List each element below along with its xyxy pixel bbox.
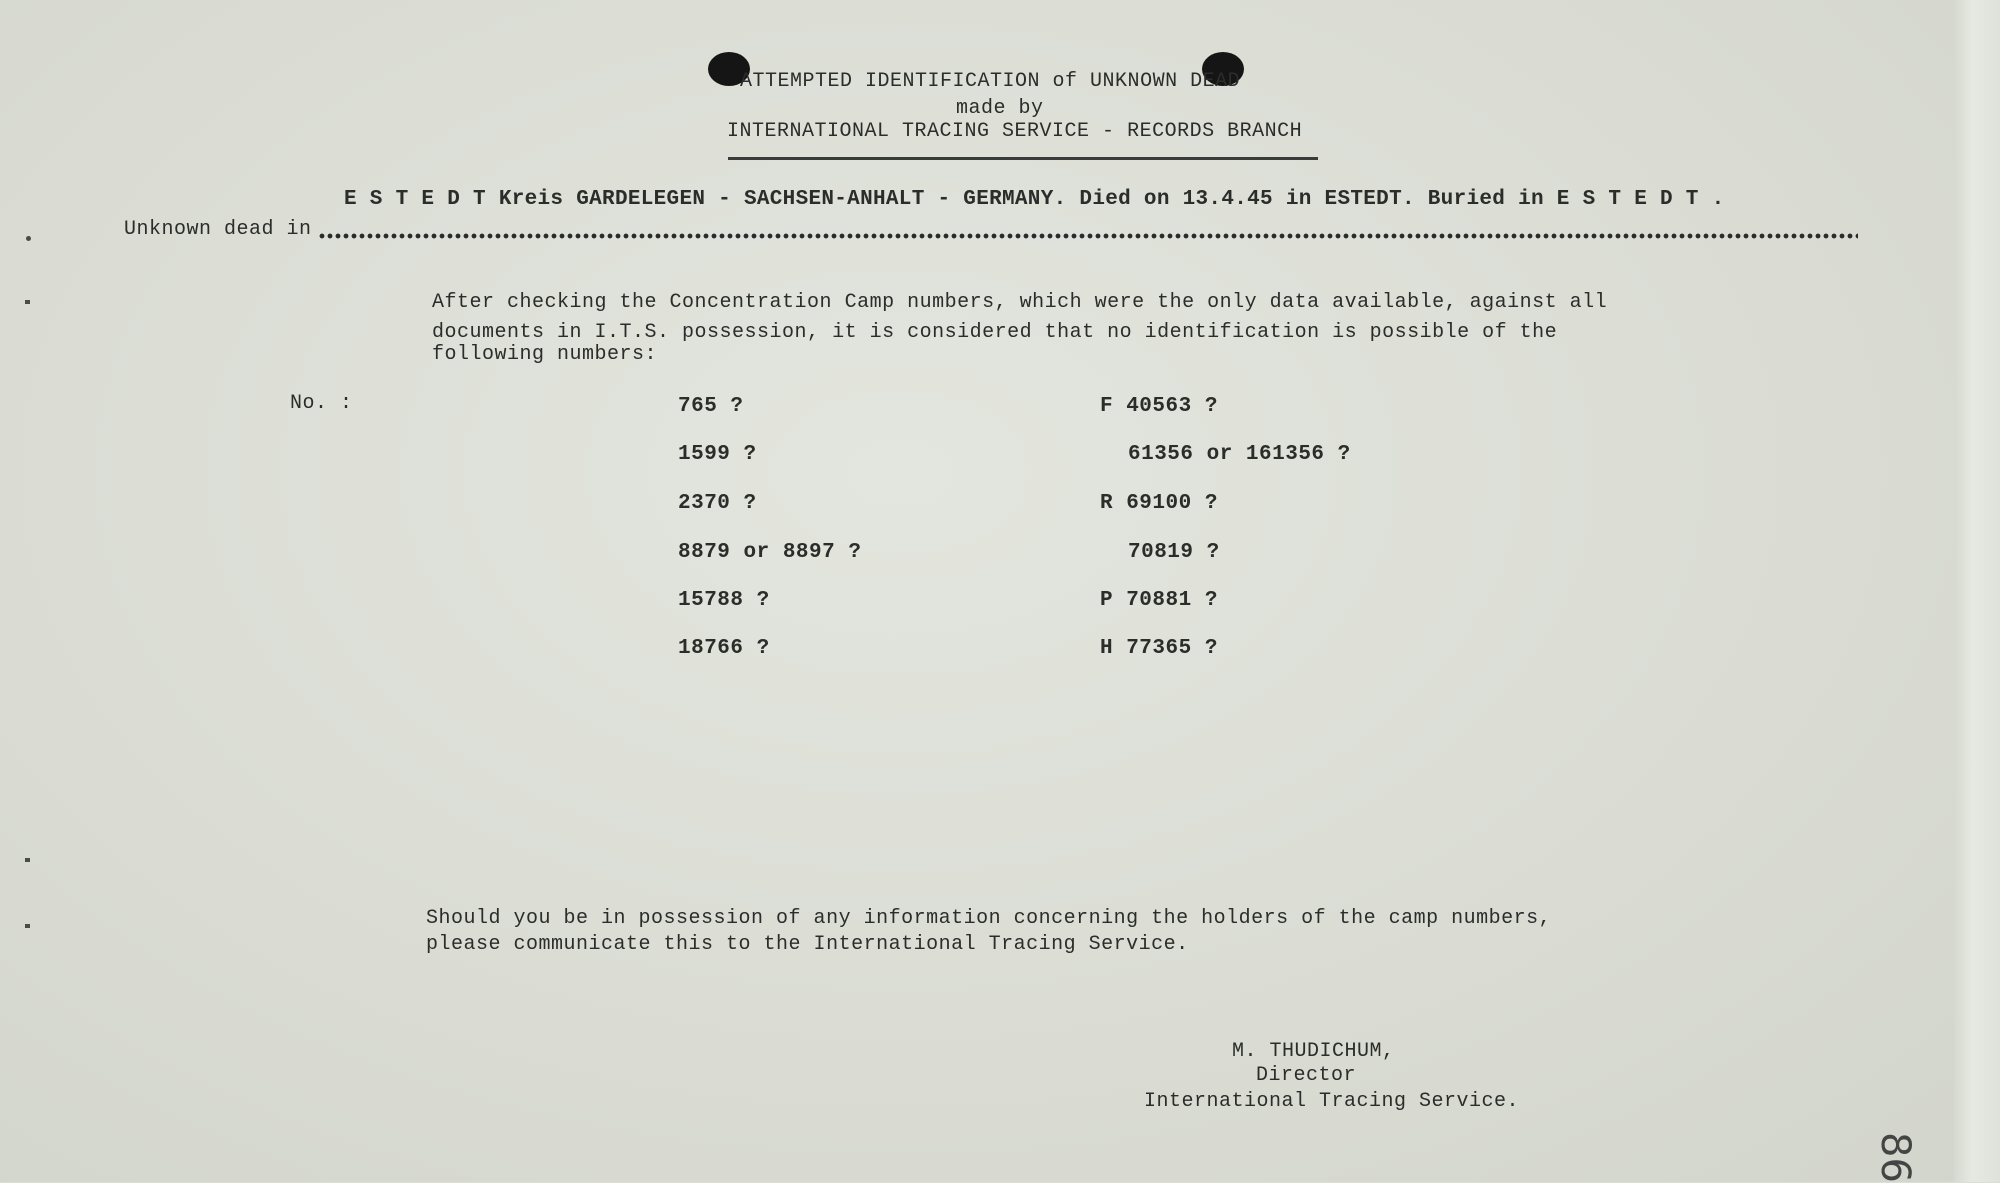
location-line: E S T E D T Kreis GARDELEGEN - SACHSEN-ANHALT - GERMANY. Died on 13.4.45 in ESTEDT. Buried in E S T E D T . [344, 188, 1725, 211]
intro-line-1: After checking the Concentration Camp numbers, which were the only data available, against all [432, 291, 1608, 314]
number-left-4: 8879 or 8897 ? [678, 541, 862, 564]
number-right-4: 70819 ? [1128, 541, 1220, 564]
intro-line-2: documents in I.T.S. possession, it is considered that no identification is possible of the [432, 321, 1558, 344]
dotted-fill-line [318, 232, 1858, 240]
header-underline [728, 157, 1318, 160]
margin-mark [26, 236, 31, 241]
margin-mark [25, 858, 30, 862]
signature-name: M. THUDICHUM, [1232, 1040, 1395, 1063]
margin-mark [25, 300, 30, 304]
number-left-1: 765 ? [678, 395, 744, 418]
number-left-3: 2370 ? [678, 492, 757, 515]
number-right-1: F 40563 ? [1100, 395, 1218, 418]
unknown-dead-label: Unknown dead in [124, 218, 312, 241]
number-left-5: 15788 ? [678, 589, 770, 612]
number-left-6: 18766 ? [678, 637, 770, 660]
page-number: 86 [1872, 1132, 1918, 1183]
header-made-by: made by [956, 97, 1044, 120]
no-label: No. : [290, 392, 353, 415]
number-left-2: 1599 ? [678, 443, 757, 466]
closing-line-1: Should you be in possession of any information concerning the holders of the camp numbers, [426, 907, 1552, 930]
number-right-2: 61356 or 161356 ? [1128, 443, 1351, 466]
signature-title: Director [1256, 1064, 1357, 1087]
intro-line-3: following numbers: [432, 343, 658, 366]
number-right-5: P 70881 ? [1100, 589, 1218, 612]
signature-org: International Tracing Service. [1144, 1090, 1520, 1113]
header-title: ATTEMPTED IDENTIFICATION of UNKNOWN DEAD [740, 70, 1241, 93]
margin-mark [25, 924, 30, 928]
number-right-6: H 77365 ? [1100, 637, 1218, 660]
scan-edge [1954, 0, 2000, 1182]
header-org: INTERNATIONAL TRACING SERVICE - RECORDS BRANCH [727, 120, 1303, 143]
closing-line-2: please communicate this to the International Tracing Service. [426, 933, 1189, 956]
number-right-3: R 69100 ? [1100, 492, 1218, 515]
